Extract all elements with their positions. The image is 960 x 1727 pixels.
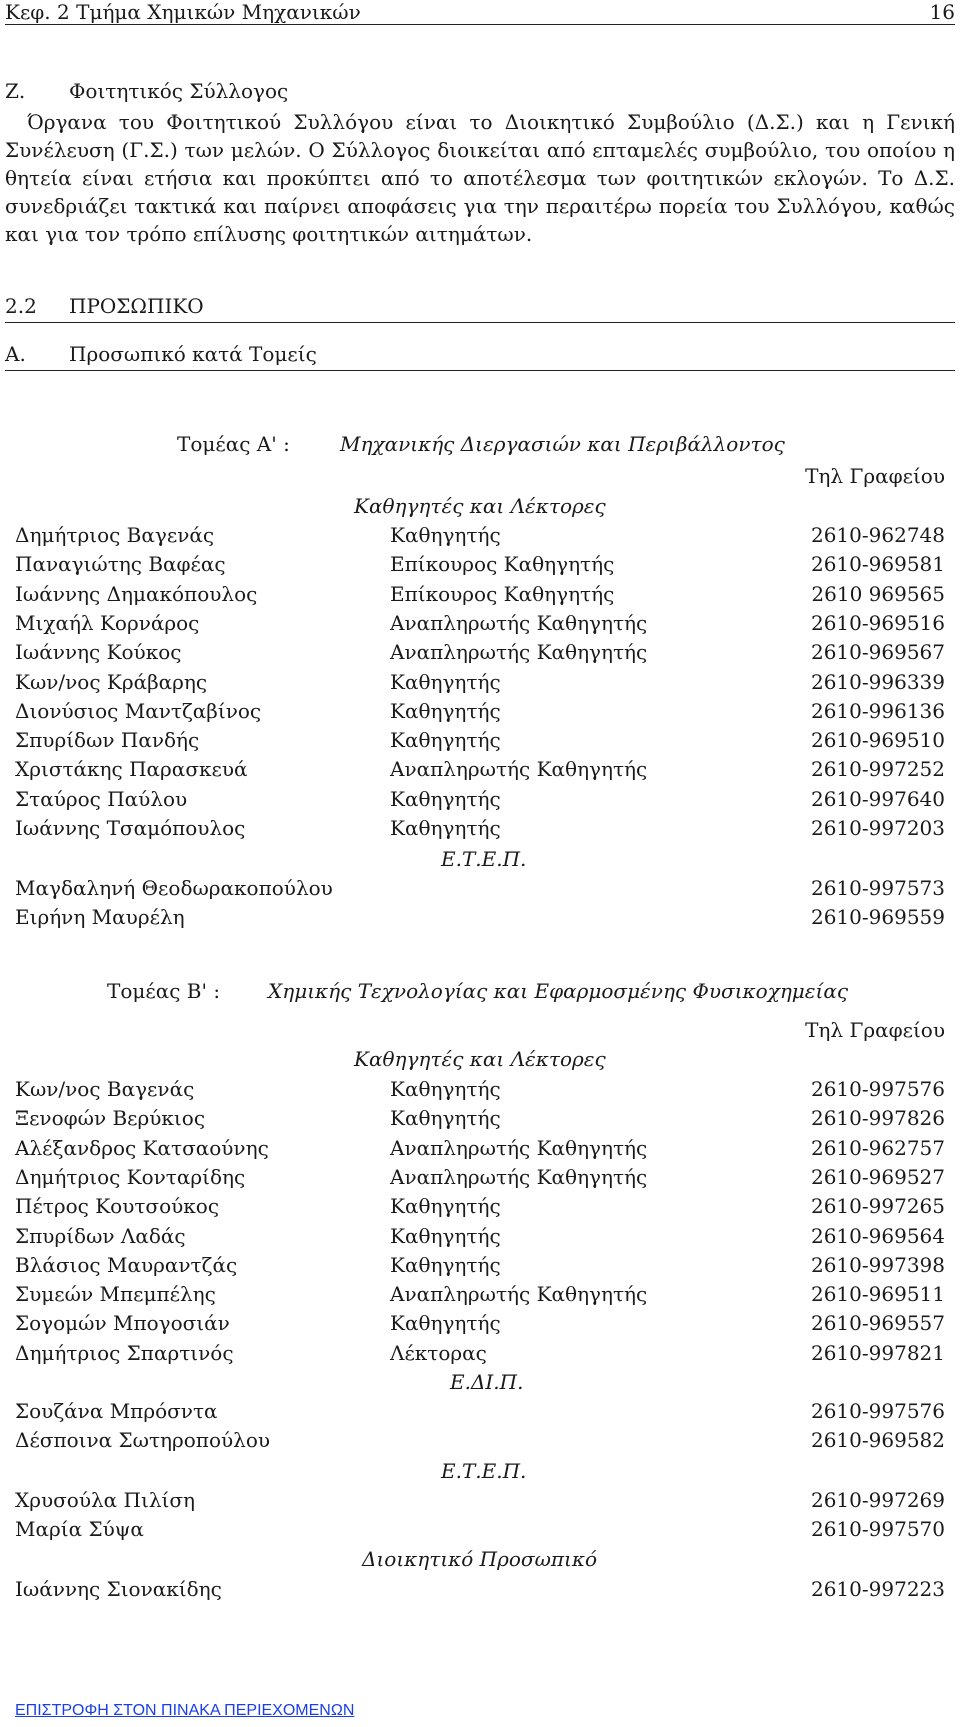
staff-name: Δέσποινα Σωτηροπούλου — [15, 1428, 271, 1453]
staff-row — [15, 728, 945, 757]
section-divider — [5, 370, 955, 371]
section-number: 2.2 — [5, 294, 37, 318]
section-heading-2-2 — [5, 294, 204, 318]
etep-group-label: Ε.Τ.Ε.Π. — [441, 1459, 527, 1483]
staff-rank: Καθηγητής — [390, 1252, 501, 1277]
staff-row — [15, 1253, 945, 1282]
staff-name: Ιωάννης Κούκος — [15, 640, 182, 665]
staff-row — [15, 1488, 945, 1517]
staff-phone: 2610-997252 — [810, 757, 945, 782]
staff-row — [15, 1517, 945, 1546]
section-title: ΠΡΟΣΩΠΙΚΟ — [69, 294, 204, 318]
staff-name: Σπυρίδων Πανδής — [15, 728, 200, 753]
staff-phone: 2610-997570 — [810, 1517, 945, 1542]
staff-phone: 2610-969557 — [810, 1311, 945, 1336]
staff-phone: 2610-996339 — [810, 669, 945, 694]
staff-rank: Αναπληρωτής Καθηγητής — [390, 1135, 648, 1160]
staff-name: Ιωάννης Σιονακίδης — [15, 1577, 222, 1601]
staff-row — [15, 1077, 945, 1106]
staff-name: Ιωάννης Τσαμόπουλος — [15, 816, 246, 840]
staff-phone: 2610-969516 — [810, 610, 945, 635]
staff-phone: 2610-969582 — [810, 1428, 945, 1453]
staff-row — [15, 876, 945, 905]
faculty-group-label: Καθηγητές και Λέκτορες — [354, 1047, 606, 1071]
staff-row — [15, 523, 945, 552]
staff-name: Χριστάκης Παρασκευά — [15, 757, 248, 782]
staff-row — [15, 1136, 945, 1165]
admin-staff-group-label: Διοικητικό Προσωπικό — [362, 1547, 598, 1571]
staff-name: Δημήτριος Σπαρτινός — [15, 1340, 234, 1365]
staff-name: Δημήτριος Βαγενάς — [15, 523, 215, 547]
sector-b-title: Χημικής Τεχνολογίας και Εφαρμοσμένης Φυσικοχημείας — [268, 979, 849, 1003]
section-number: Ζ. — [5, 79, 26, 103]
staff-row — [15, 582, 945, 611]
staff-rank: Λέκτορας — [390, 1340, 487, 1365]
staff-phone: 2610-997398 — [810, 1252, 945, 1277]
section-divider — [5, 322, 955, 323]
staff-row — [15, 1311, 945, 1340]
section-number: Α. — [5, 342, 26, 366]
staff-name: Μαγδαληνή Θεοδωρακοπούλου — [15, 876, 333, 900]
staff-row — [15, 757, 945, 786]
section-title: Προσωπικό κατά Τομείς — [69, 342, 317, 366]
staff-name: Σπυρίδων Λαδάς — [15, 1223, 186, 1248]
staff-phone: 2610-997573 — [810, 876, 945, 900]
faculty-group-label: Καθηγητές και Λέκτορες — [354, 494, 606, 518]
staff-name: Σταύρος Παύλου — [15, 786, 188, 811]
staff-row — [15, 905, 945, 934]
staff-rank: Καθηγητής — [390, 1194, 501, 1219]
sector-b-label: Τομέας Β' : — [107, 979, 221, 1003]
staff-row — [15, 670, 945, 699]
staff-phone: 2610-997826 — [810, 1106, 945, 1131]
staff-name: Ξενοφών Βερύκιος — [15, 1106, 206, 1131]
staff-name: Κων/νος Κράβαρης — [15, 669, 208, 694]
staff-rank: Επίκουρος Καθηγητής — [390, 581, 615, 606]
staff-rank: Αναπληρωτής Καθηγητής — [390, 640, 648, 665]
staff-row — [15, 1165, 945, 1194]
staff-name: Σουζάνα Μπρόσντα — [15, 1399, 218, 1423]
staff-rank: Αναπληρωτής Καθηγητής — [390, 757, 648, 782]
staff-name: Πέτρος Κουτσούκος — [15, 1194, 220, 1219]
staff-phone: 2610-997576 — [810, 1077, 945, 1101]
staff-phone: 2610-962757 — [810, 1135, 945, 1160]
staff-row — [15, 816, 945, 845]
staff-row — [15, 1577, 945, 1606]
staff-phone: 2610-997269 — [810, 1488, 945, 1512]
staff-phone: 2610-997640 — [810, 786, 945, 811]
staff-row — [15, 699, 945, 728]
staff-phone: 2610-969567 — [810, 640, 945, 665]
staff-name: Σογομών Μπογοσιάν — [15, 1311, 230, 1336]
staff-name: Παναγιώτης Βαφέας — [15, 552, 226, 577]
staff-rank: Καθηγητής — [390, 816, 501, 840]
page-number: 16 — [929, 0, 955, 24]
staff-phone: 2610-962748 — [810, 523, 945, 547]
staff-rank: Καθηγητής — [390, 1106, 501, 1131]
staff-row — [15, 787, 945, 816]
office-phone-header: Τηλ Γραφείου — [805, 464, 945, 488]
staff-rank: Καθηγητής — [390, 786, 501, 811]
staff-row — [15, 1106, 945, 1135]
staff-rank: Καθηγητής — [390, 1223, 501, 1248]
staff-name: Συμεών Μπεμπέλης — [15, 1282, 216, 1307]
staff-name: Ειρήνη Μαυρέλη — [15, 905, 185, 930]
staff-name: Μαρία Σύψα — [15, 1517, 144, 1542]
staff-name: Διονύσιος Μαντζαβίνος — [15, 698, 262, 723]
section-title: Φοιτητικός Σύλλογος — [69, 79, 289, 103]
staff-phone: 2610-969510 — [810, 728, 945, 753]
staff-rank: Καθηγητής — [390, 698, 501, 723]
staff-rank: Καθηγητής — [390, 1077, 501, 1101]
staff-phone: 2610-997576 — [810, 1399, 945, 1423]
section-heading-z — [5, 79, 288, 103]
staff-phone: 2610-996136 — [810, 698, 945, 723]
staff-name: Αλέξανδρος Κατσαούνης — [15, 1135, 269, 1160]
section-heading-a — [5, 342, 317, 366]
staff-row — [15, 1428, 945, 1457]
staff-rank: Καθηγητής — [390, 669, 501, 694]
staff-rank: Αναπληρωτής Καθηγητής — [390, 1282, 648, 1307]
student-association-paragraph — [5, 108, 955, 248]
edip-group-label: Ε.ΔΙ.Π. — [450, 1370, 524, 1394]
staff-row — [15, 552, 945, 581]
staff-name: Χρυσούλα Πιλίση — [15, 1488, 195, 1512]
sector-a-title: Μηχανικής Διεργασιών και Περιβάλλοντος — [340, 432, 785, 456]
chapter-title: Κεφ. 2 Τμήμα Χημικών Μηχανικών — [5, 0, 361, 24]
staff-rank: Καθηγητής — [390, 728, 501, 753]
sector-a-label: Τομέας Α' : — [177, 432, 290, 456]
staff-phone: 2610-969559 — [810, 905, 945, 930]
staff-name: Κων/νος Βαγενάς — [15, 1077, 195, 1101]
staff-rank: Επίκουρος Καθηγητής — [390, 552, 615, 577]
staff-row — [15, 1399, 945, 1428]
etep-group-label: Ε.Τ.Ε.Π. — [441, 847, 527, 871]
staff-phone: 2610-969581 — [810, 552, 945, 577]
page-header — [5, 0, 955, 25]
staff-name: Μιχαήλ Κορνάρος — [15, 610, 200, 635]
staff-rank: Καθηγητής — [390, 1311, 501, 1336]
staff-name: Δημήτριος Κονταρίδης — [15, 1164, 246, 1189]
staff-name: Βλάσιος Μαυραντζάς — [15, 1252, 238, 1277]
office-phone-header: Τηλ Γραφείου — [805, 1018, 945, 1042]
staff-rank: Αναπληρωτής Καθηγητής — [390, 610, 648, 635]
staff-row — [15, 1282, 945, 1311]
staff-row — [15, 611, 945, 640]
staff-row — [15, 1224, 945, 1253]
staff-row — [15, 640, 945, 669]
paragraph-text: Όργανα του Φοιτητικού Συλλόγου είναι το Διοικητικό Συμβούλιο (Δ.Σ.) και η Γενική Συνέλευση (Γ.Σ.) των μελών. Ο Σύλλογος διοικείται από επταμελές συμβούλιο, του οποίου η θητεία είναι ετήσια και προκύπτει από το αποτέλεσμα των φοιτητικών εκλογών. Το Δ.Σ. συνεδριάζει τακτικά και παίρνει αποφάσεις για την περαιτέρω πορεία του Συλλόγου, καθώς και για τον τρόπο επίλυσης φοιτητικών αιτημάτων. — [5, 110, 955, 246]
staff-phone: 2610-969564 — [810, 1223, 945, 1248]
staff-phone: 2610-997821 — [810, 1340, 945, 1365]
back-to-contents-link[interactable]: ΕΠΙΣΤΡΟΦΗ ΣΤΟΝ ΠΙΝΑΚΑ ΠΕΡΙΕΧΟΜΕΝΩΝ — [15, 1702, 355, 1719]
staff-phone: 2610-997203 — [810, 816, 945, 840]
staff-row — [15, 1341, 945, 1370]
staff-phone: 2610 969565 — [811, 581, 945, 606]
staff-name: Ιωάννης Δημακόπουλος — [15, 581, 258, 606]
staff-row — [15, 1194, 945, 1223]
staff-phone: 2610-969527 — [810, 1164, 945, 1189]
staff-rank: Καθηγητής — [390, 523, 501, 547]
staff-phone: 2610-997223 — [810, 1577, 945, 1601]
staff-phone: 2610-997265 — [810, 1194, 945, 1219]
staff-rank: Αναπληρωτής Καθηγητής — [390, 1164, 648, 1189]
staff-phone: 2610-969511 — [810, 1282, 945, 1307]
